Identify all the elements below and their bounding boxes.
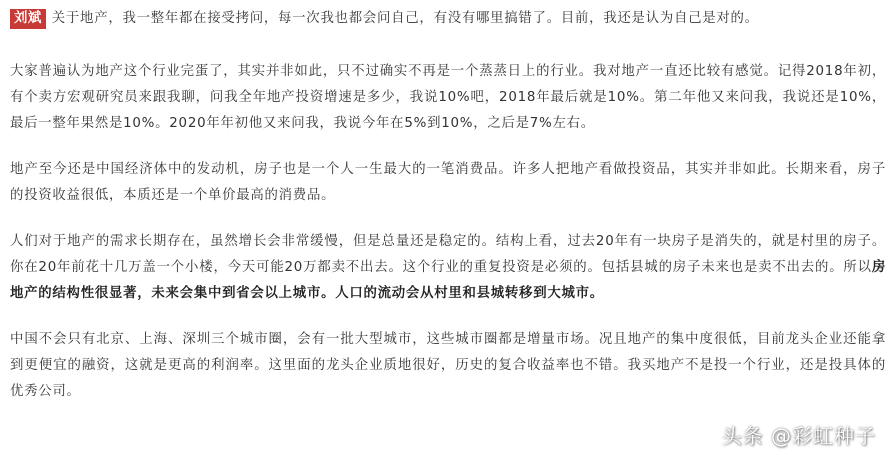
paragraph-4-text: 人们对于地产的需求长期存在，虽然增长会非常缓慢，但是总量还是稳定的。结构上看，过去20年有一块房子是消失的，就是村里的房子。你在20年前花十几万盖一个小楼，今天可能20万都卖不出去。这个行业的重复投资是必须的。包括县城的房子未来也是卖不出去的。所以	[10, 234, 886, 275]
paragraph-4	[10, 229, 886, 307]
source-watermark: 头条 @彩虹种子	[721, 424, 876, 448]
article-body	[10, 6, 886, 425]
paragraph-1	[10, 6, 886, 32]
paragraph-1-text: 关于地产，我一整年都在接受拷问，每一次我也都会问自己，有没有哪里搞错了。目前，我还是认为自己是对的。	[51, 11, 759, 26]
paragraph-3: 地产至今还是中国经济体中的发动机，房子也是一个人一生最大的一笔消费品。许多人把地产看做投资品，其实并非如此。长期来看，房子的投资收益很低，本质还是一个单价最高的消费品。	[10, 162, 886, 203]
paragraph-4-bold-text: 房地产的结构性很显著，未来会集中到省会以上城市。人口的流动会从村里和县城转移到大城市。	[10, 260, 886, 301]
paragraph-5: 中国不会只有北京、上海、深圳三个城市圈，会有一批大型城市，这些城市圈都是增量市场。况且地产的集中度很低，目前龙头企业还能拿到更便宜的融资，这就是更高的利润率。这里面的龙头企业质地很好，历史的复合收益率也不错。我买地产不是投一个行业，还是投具体的优秀公司。	[10, 332, 886, 399]
speaker-name-tag: 刘斌	[10, 9, 46, 29]
paragraph-2: 大家普遍认为地产这个行业完蛋了，其实并非如此，只不过确实不再是一个蒸蒸日上的行业。我对地产一直还比较有感觉。记得2018年初，有个卖方宏观研究员来跟我聊，问我全年地产投资增速是多少，我说10%吧，2018年最后就是10%。第二年他又来问我，我说还是10%，最后一整年果然是10%。2020年年初他又来问我，我说今年在5%到10%，之后是7%左右。	[10, 64, 886, 131]
